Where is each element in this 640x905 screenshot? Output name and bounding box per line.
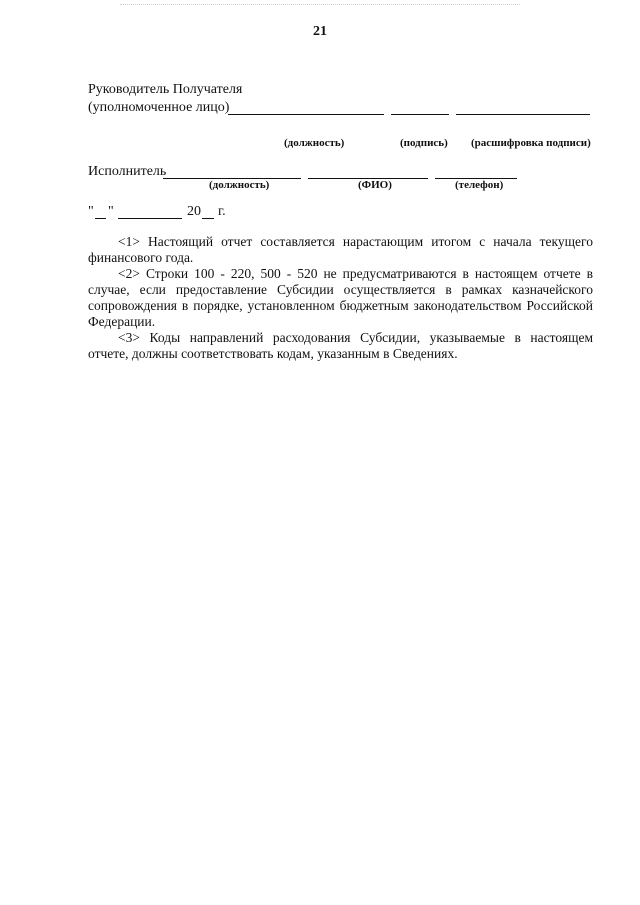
head-decoding-line — [456, 114, 590, 115]
head-caption-position: (должность) — [284, 137, 345, 149]
date-quote-open: " — [88, 204, 94, 219]
head-caption-signature: (подпись) — [400, 137, 448, 149]
head-title-line1: Руководитель Получателя — [88, 82, 243, 97]
head-caption-decoding: (расшифровка подписи) — [471, 137, 591, 149]
date-quote-close: " — [108, 204, 114, 219]
executor-caption-name: (ФИО) — [358, 179, 392, 191]
page-number: 21 — [313, 24, 327, 39]
scan-artifact — [120, 4, 520, 8]
date-year-suffix: г. — [218, 204, 226, 219]
footnote-3: <3> Коды направлений расходования Субсидии, указываемые в настоящем отчете, должны соответствовать кодам, указанным в Сведениях. — [88, 330, 593, 361]
date-year-line — [202, 218, 214, 219]
date-month-line — [118, 218, 182, 219]
executor-label: Исполнитель — [88, 164, 167, 179]
executor-caption-phone: (телефон) — [455, 179, 504, 191]
date-day-line — [95, 218, 106, 219]
head-signature-line — [391, 114, 449, 115]
footnote-1: <1> Настоящий отчет составляется нарастающим итогом с начала текущего финансового года. — [88, 234, 593, 265]
executor-caption-position: (должность) — [209, 179, 270, 191]
head-title-line2: (уполномоченное лицо) — [88, 100, 230, 115]
head-position-line — [228, 114, 384, 115]
footnote-2: <2> Строки 100 - 220, 500 - 520 не предусматриваются в настоящем отчете в случае, если предоставление Субсидии осуществляется в рамках казначейского сопровождения в порядке, установленном бюджетным законодательством Российской Федерации. — [88, 266, 593, 329]
date-year-prefix: 20 — [187, 204, 201, 219]
footnotes — [88, 234, 593, 362]
